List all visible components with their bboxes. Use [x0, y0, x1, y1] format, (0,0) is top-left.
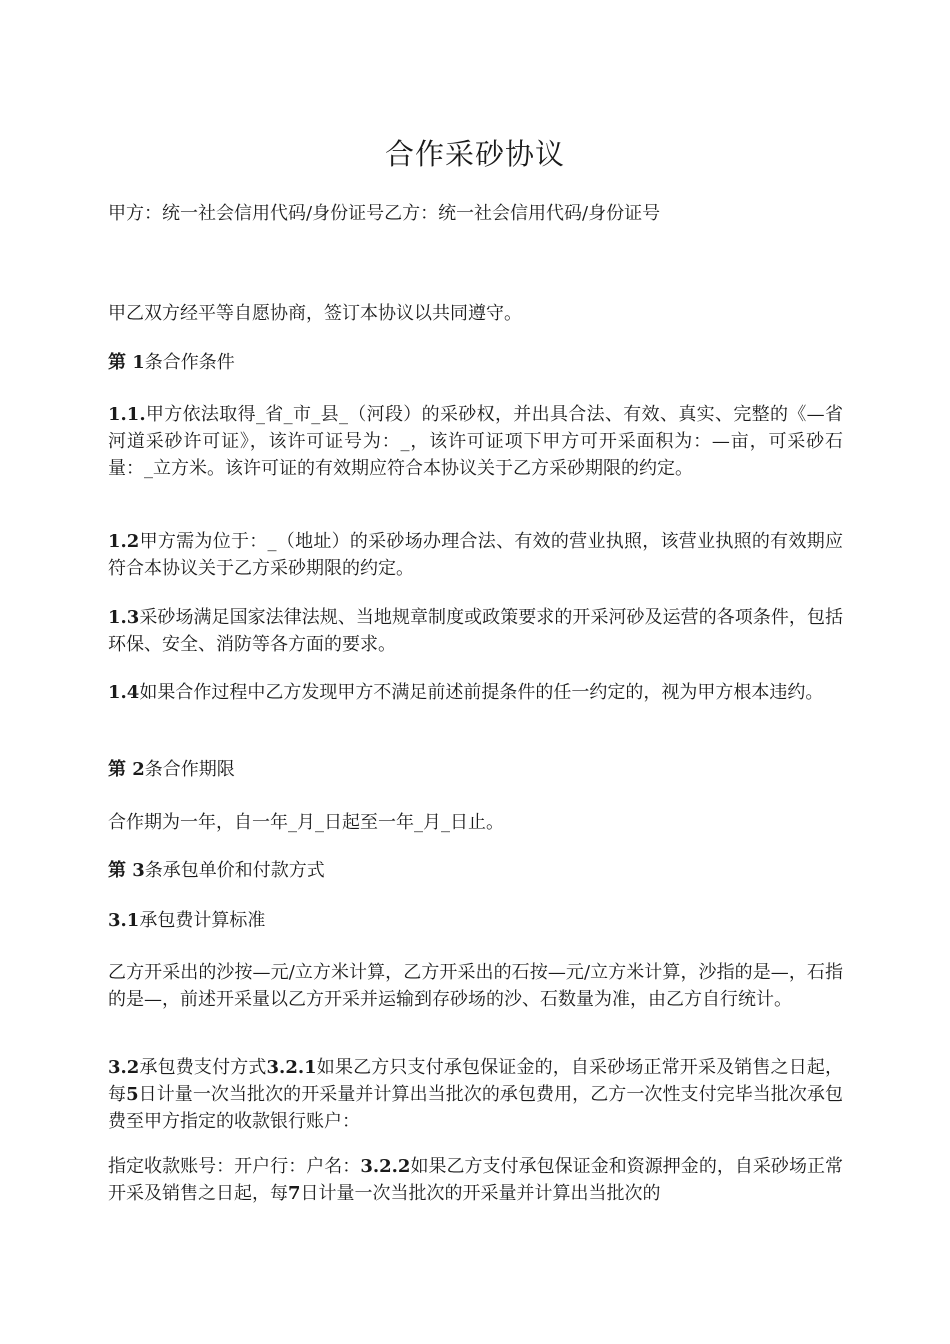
clause-1-2-text: 甲方需为位于：_（地址）的采砂场办理合法、有效的营业执照，该营业执照的有效期应符合本协议关于乙方采砂期限的约定。: [108, 531, 843, 579]
clause-3-2-2-text-b: 日计量一次当批次的开采量并计算出当批次的: [300, 1183, 661, 1204]
article-3-title: 条承包单价和付款方式: [144, 860, 325, 881]
article-3-heading: [108, 857, 843, 884]
clause-3-2-1-number: 3.2.1: [266, 1057, 317, 1078]
article-1-number: 第 1: [108, 352, 145, 373]
clause-3-2-1-days: 5: [126, 1084, 139, 1105]
clause-3-2-2-text-a: 如果乙方支付承包保证金和资源押金的，自采砂场正常开采及销售之日起，每: [108, 1156, 843, 1204]
parties-line: 甲方：统一社会信用代码/身份证号乙方：统一社会信用代码/身份证号: [108, 203, 661, 224]
clause-1-3: [108, 604, 843, 658]
clause-3-2-number: 3.2: [108, 1057, 140, 1078]
account-text: 指定收款账号：开户行：户名：: [108, 1156, 361, 1177]
clause-1-2-number: 1.2: [108, 531, 140, 552]
clause-1-1-number: 1.1.: [108, 404, 146, 425]
clause-1-1: [108, 401, 843, 482]
article-1-heading: [108, 349, 843, 376]
article-2-text: 合作期为一年，自一年_月_日起至一年_月_日止。: [108, 812, 504, 833]
article-2-heading: [108, 756, 843, 783]
clause-3-2-1-text-a: 如果乙方只支付承包保证金的，自采砂场正常开采及销售之日起，每: [108, 1057, 843, 1105]
clause-1-4: [108, 679, 843, 706]
clause-3-1-title: 承包费计算标准: [139, 910, 266, 931]
clause-1-2: [108, 528, 843, 582]
article-3-number: 第 3: [108, 860, 145, 881]
clause-3-2-title: 承包费支付方式: [139, 1057, 267, 1078]
clause-3-2-1-text-b: 日计量一次当批次的开采量并计算出当批次的承包费用，乙方一次性支付完毕当批次承包费至甲方指定的收款银行账户：: [108, 1084, 843, 1132]
clause-3-1-number: 3.1: [108, 910, 140, 931]
clause-3-2: [108, 1054, 843, 1135]
clause-3-2-2-number: 3.2.2: [360, 1156, 411, 1177]
article-2-title: 条合作期限: [144, 759, 235, 780]
clause-3-2-2-days: 7: [288, 1183, 301, 1204]
clause-1-3-number: 1.3: [108, 607, 140, 628]
clause-1-4-number: 1.4: [108, 682, 140, 703]
clause-1-4-text: 如果合作过程中乙方发现甲方不满足前述前提条件的任一约定的，视为甲方根本违约。: [139, 682, 824, 703]
clause-3-1-heading: [108, 907, 843, 934]
article-2-number: 第 2: [108, 759, 145, 780]
clause-1-1-text: 甲方依法取得_省_市_县_（河段）的采砂权，并出具合法、有效、真实、完整的《—省河道采砂许可证》，该许可证号为：_，该许可证项下甲方可开采面积为：—亩，可采砂石量：_立方米。该许可证的有效期应符合本协议关于乙方采砂期限的约定。: [108, 404, 843, 479]
clause-1-3-text: 采砂场满足国家法律法规、当地规章制度或政策要求的开采河砂及运营的各项条件，包括环保、安全、消防等各方面的要求。: [108, 607, 843, 655]
document-title: 合作采砂协议: [384, 137, 565, 171]
account-paragraph: [108, 1153, 843, 1207]
article-1-title: 条合作条件: [144, 352, 235, 373]
clause-3-1-text: 乙方开采出的沙按—元/立方米计算，乙方开采出的石按—元/立方米计算，沙指的是—，石指的是—，前述开采量以乙方开采并运输到存砂场的沙、石数量为准，由乙方自行统计。: [108, 962, 843, 1010]
intro-paragraph: 甲乙双方经平等自愿协商，签订本协议以共同遵守。: [108, 303, 522, 324]
